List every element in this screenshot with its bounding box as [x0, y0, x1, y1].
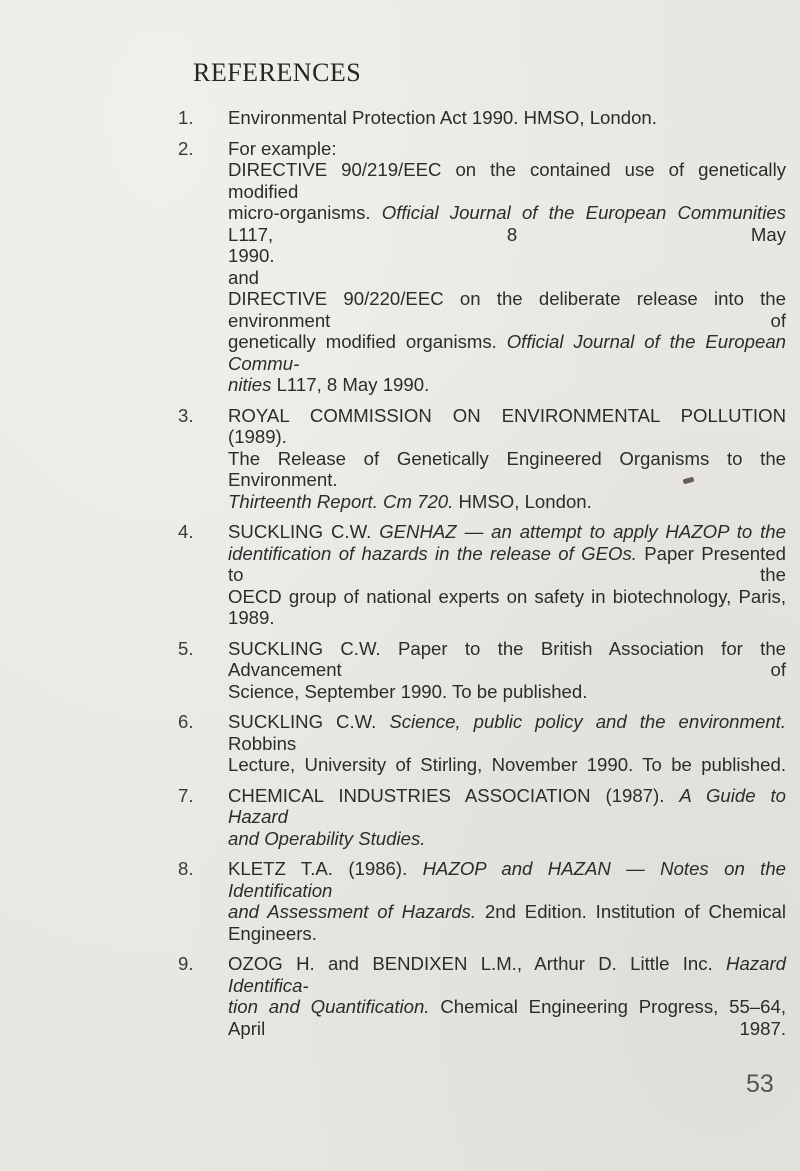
- reference-text: micro-organisms.: [228, 202, 382, 223]
- reference-item: [178, 107, 786, 129]
- reference-text: 2nd Edition. Institution of Chemical Engineers.: [228, 901, 786, 944]
- reference-italic-text: HAZOP and HAZAN — Notes on the Identification: [228, 858, 787, 901]
- reference-text: L117, 8 May: [228, 223, 786, 245]
- reference-number: 2.: [178, 137, 194, 159]
- reference-item: [178, 858, 787, 944]
- reference-line: [228, 245, 786, 267]
- reference-text: and: [228, 266, 260, 288]
- page-heading: REFERENCES: [193, 58, 362, 87]
- reference-line: [228, 711, 786, 754]
- reference-line: [228, 405, 786, 448]
- reference-number: 8.: [178, 858, 194, 879]
- reference-italic-text: identification of hazards in the release of GEOs.: [228, 542, 637, 564]
- reference-line: [228, 331, 786, 374]
- reference-line: [228, 267, 786, 289]
- reference-text: genetically modified organisms.: [228, 331, 507, 352]
- reference-text: CHEMICAL INDUSTRIES ASSOCIATION (1987).: [228, 784, 680, 806]
- reference-text: For example:: [228, 137, 337, 159]
- reference-line: [228, 521, 786, 543]
- reference-number: 1.: [178, 107, 194, 128]
- reference-line: [228, 138, 786, 160]
- reference-text: DIRECTIVE 90/219/EEC on the contained use of genetically modified: [228, 159, 786, 202]
- reference-text: The Release of Genetically Engineered Organisms to the Environment.: [228, 447, 786, 490]
- reference-text: Robbins: [228, 732, 297, 754]
- reference-line: [228, 202, 786, 245]
- reference-item: [178, 637, 786, 703]
- reference-italic-text: tion and Quantification.: [228, 996, 430, 1017]
- reference-italic-text: GENHAZ — an attempt to apply HAZOP to the: [379, 521, 786, 542]
- reference-italic-text: nities: [228, 374, 272, 395]
- reference-text: Chemical Engineering Progress, 55–64, April 1987.: [228, 996, 786, 1039]
- reference-number: 6.: [178, 711, 194, 732]
- reference-text: SUCKLING C.W. Paper to the British Association for the Advancement of: [228, 637, 786, 680]
- reference-line: [228, 288, 786, 331]
- reference-text: HMSO, London.: [453, 490, 592, 512]
- reference-line: [228, 996, 786, 1039]
- reference-line: [228, 638, 786, 681]
- reference-line: [228, 159, 786, 202]
- reference-text: KLETZ T.A. (1986).: [228, 858, 423, 879]
- page-number: 53: [746, 1070, 774, 1098]
- reference-italic-text: Official Journal of the European Commu-: [228, 331, 787, 374]
- reference-italic-text: Official Journal of the European Communities: [381, 202, 786, 223]
- reference-item: [178, 711, 787, 776]
- reference-line: [228, 586, 786, 629]
- reference-line: [228, 491, 786, 513]
- reference-line: [228, 448, 786, 491]
- reference-number: 3.: [178, 404, 194, 426]
- reference-item: [178, 521, 786, 629]
- reference-text: SUCKLING C.W.: [228, 711, 390, 732]
- reference-number: 5.: [178, 637, 194, 659]
- reference-line: [228, 754, 786, 776]
- reference-italic-text: A Guide to Hazard: [228, 784, 787, 827]
- reference-text: L117, 8 May 1990.: [271, 374, 430, 395]
- reference-line: [228, 543, 786, 586]
- reference-number: 7.: [178, 784, 194, 806]
- reference-text: 1990.: [228, 245, 275, 266]
- reference-text: DIRECTIVE 90/220/EEC on the deliberate release into the environment of: [228, 288, 786, 331]
- reference-item: [178, 784, 787, 850]
- reference-italic-text: and Assessment of Hazards.: [228, 901, 477, 922]
- reference-italic-text: Science, public policy and the environment.: [389, 711, 787, 732]
- reference-number: 9.: [178, 953, 194, 974]
- reference-text: OZOG H. and BENDIXEN L.M., Arthur D. Little Inc.: [228, 953, 727, 974]
- reference-text: Paper Presented to the: [228, 542, 786, 585]
- reference-text: Environmental Protection Act 1990. HMSO, London.: [228, 107, 657, 128]
- reference-item: [178, 953, 786, 1039]
- reference-text: ROYAL COMMISSION ON ENVIRONMENTAL POLLUTION (1989).: [228, 404, 786, 447]
- reference-italic-text: and Operability Studies.: [228, 827, 426, 849]
- reference-text: Lecture, University of Stirling, November 1990. To be published.: [228, 754, 786, 775]
- reference-line: [228, 107, 786, 129]
- reference-list: [178, 107, 787, 1048]
- reference-text: Science, September 1990. To be published.: [228, 680, 588, 702]
- reference-line: [228, 828, 786, 850]
- reference-line: [228, 953, 786, 996]
- reference-line: [228, 374, 786, 396]
- reference-text: OECD group of national experts on safety in biotechnology, Paris, 1989.: [228, 585, 786, 628]
- reference-line: [228, 858, 786, 901]
- reference-line: [228, 681, 786, 703]
- reference-italic-text: Hazard Identifica-: [228, 953, 786, 996]
- reference-italic-text: Thirteenth Report. Cm 720.: [228, 490, 454, 512]
- reference-line: [228, 901, 786, 944]
- reference-number: 4.: [178, 521, 194, 542]
- reference-item: [178, 137, 787, 396]
- reference-line: [228, 785, 786, 828]
- reference-item: [178, 404, 786, 513]
- reference-text: SUCKLING C.W.: [228, 521, 380, 542]
